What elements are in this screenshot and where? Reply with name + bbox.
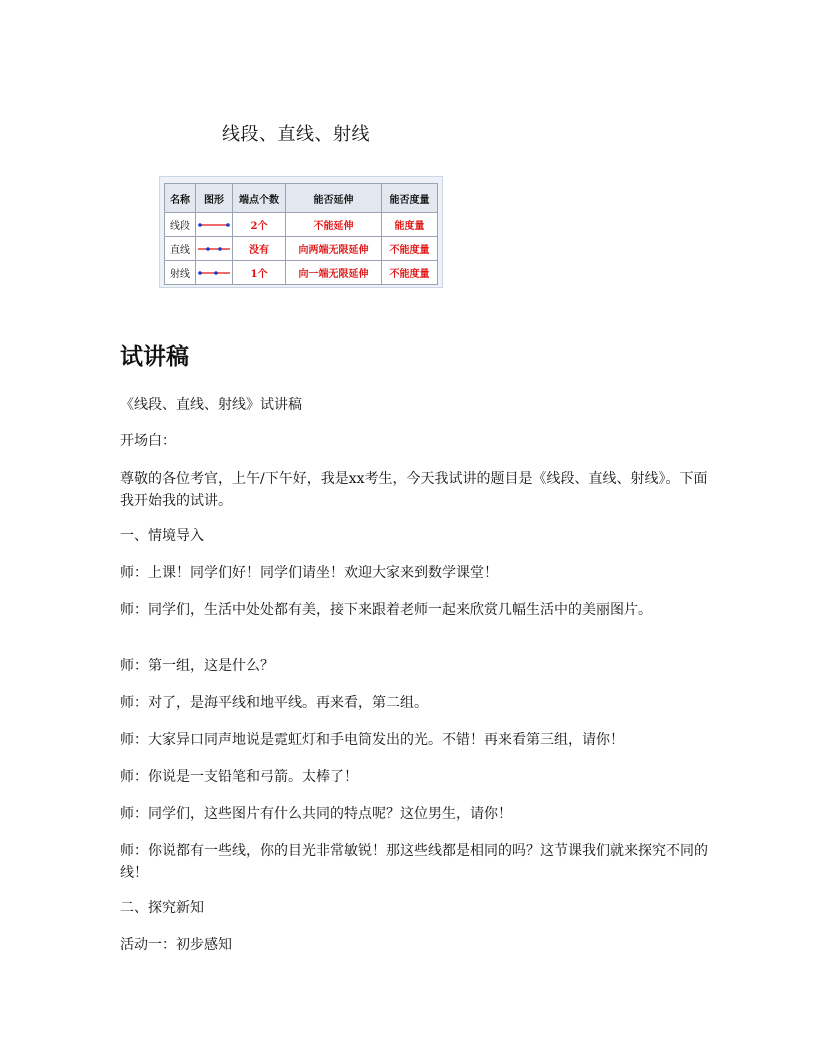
paragraph: 《线段、直线、射线》试讲稿 xyxy=(120,397,302,413)
row-extend: 向一端无限延伸 xyxy=(286,261,382,285)
line-figure xyxy=(196,237,233,261)
table-row xyxy=(165,213,438,237)
paragraph: 师：同学们，生活中处处都有美，接下来跟着老师一起来欣赏几幅生活中的美丽图片。 xyxy=(120,602,652,618)
table-row xyxy=(165,237,438,261)
section-heading: 试讲稿 xyxy=(120,344,189,370)
row-measure: 不能度量 xyxy=(382,261,438,285)
line-icon xyxy=(197,245,231,253)
paragraph: 一、情境导入 xyxy=(120,528,204,544)
table-header-row xyxy=(165,184,438,213)
ray-icon xyxy=(197,269,231,277)
ray-figure xyxy=(196,261,233,285)
paragraph: 师：大家异口同声地说是霓虹灯和手电筒发出的光。不错！再来看第三组，请你！ xyxy=(120,732,624,748)
paragraph: 师：上课！同学们好！同学们请坐！欢迎大家来到数学课堂！ xyxy=(120,565,498,581)
row-endpoints: 没有 xyxy=(233,237,286,261)
header-endpoints: 端点个数 xyxy=(233,184,286,213)
paragraph: 活动一：初步感知 xyxy=(120,937,232,953)
row-name: 线段 xyxy=(165,213,196,237)
paragraph: 二、探究新知 xyxy=(120,900,204,916)
segment-figure xyxy=(196,213,233,237)
row-measure: 能度量 xyxy=(382,213,438,237)
header-name: 名称 xyxy=(165,184,196,213)
paragraph: 开场白： xyxy=(120,433,176,449)
paragraph: 师：第一组，这是什么？ xyxy=(120,658,274,674)
paragraph: 师：你说是一支铅笔和弓箭。太棒了！ xyxy=(120,769,358,785)
segment-icon xyxy=(197,221,231,229)
paragraph: 师：同学们，这些图片有什么共同的特点呢？这位男生，请你！ xyxy=(120,806,512,822)
comparison-table xyxy=(164,183,438,285)
header-extend: 能否延伸 xyxy=(286,184,382,213)
row-extend: 不能延伸 xyxy=(286,213,382,237)
comparison-table-figure xyxy=(159,176,443,288)
table-row xyxy=(165,261,438,285)
row-extend: 向两端无限延伸 xyxy=(286,237,382,261)
paragraph: 尊敬的各位考官，上午/下午好，我是xx考生，今天我试讲的题目是《线段、直线、射线》。下面我开始我的试讲。 xyxy=(120,471,708,509)
row-measure: 不能度量 xyxy=(382,237,438,261)
row-name: 射线 xyxy=(165,261,196,285)
paragraph: 师：对了，是海平线和地平线。再来看，第二组。 xyxy=(120,695,428,711)
table-title: 线段、直线、射线 xyxy=(222,124,370,145)
paragraph: 师：你说都有一些线，你的目光非常敏锐！那这些线都是相同的吗？这节课我们就来探究不同的线！ xyxy=(120,843,708,881)
header-measure: 能否度量 xyxy=(382,184,438,213)
row-endpoints: 1个 xyxy=(233,261,286,285)
header-figure: 图形 xyxy=(196,184,233,213)
row-name: 直线 xyxy=(165,237,196,261)
row-endpoints: 2个 xyxy=(233,213,286,237)
